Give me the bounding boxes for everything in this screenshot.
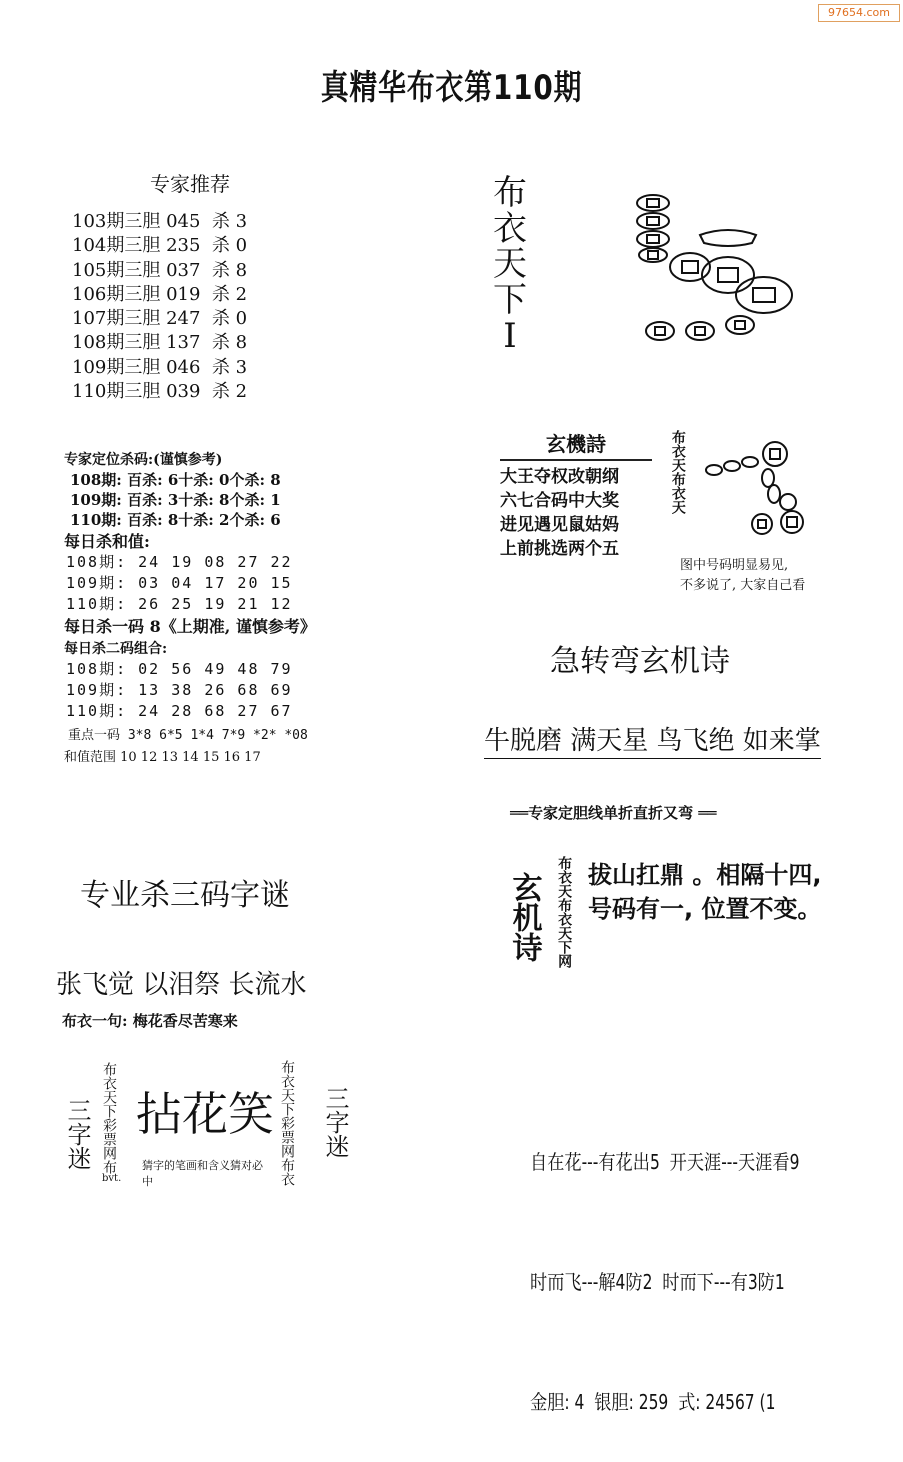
- list-item: 106期三胆 019 杀 2: [72, 283, 248, 305]
- poem-line: 拔山扛鼎 。相隔十四,: [588, 861, 822, 889]
- list-item: 109期三胆 046 杀 3: [72, 356, 248, 378]
- list-item: 108期三胆 137 杀 8: [72, 332, 248, 354]
- list-item: 103期三胆 045 杀 3: [72, 211, 248, 232]
- buyi-vertical-title: [490, 173, 530, 356]
- page-title: 真精华布衣第110期: [320, 68, 583, 108]
- note-line: 图中号码明显易见,: [680, 558, 789, 573]
- list-item: 105期三胆 037 杀 8: [72, 259, 248, 281]
- xuanji-text: [588, 858, 821, 926]
- vertical-tail: bvt.: [102, 1173, 122, 1184]
- list-item: 110期三胆 039 杀 2: [72, 381, 248, 403]
- expert-list: [72, 210, 247, 404]
- note-line: 不多说了, 大家自己看: [680, 578, 806, 593]
- list-item: 110期: 24 28 68 27 67: [66, 702, 293, 720]
- char: 天: [493, 244, 527, 285]
- riddle-label-right: 三字迷: [321, 1086, 349, 1158]
- turn-poem-title: 急转弯玄机诗: [550, 644, 730, 679]
- char: 布: [493, 173, 527, 213]
- poem-line: 进见遇见鼠姑妈: [500, 515, 619, 535]
- char: I: [503, 315, 517, 356]
- list-item: 108期: 24 19 08 27 22: [66, 553, 293, 571]
- char: 衣: [493, 208, 527, 249]
- xuanji-vertical-title: 玄机诗: [506, 872, 542, 962]
- list-item: 108期: 02 56 49 48 79: [66, 660, 293, 678]
- vertical-site-text-right2: 布衣天布衣天下网: [556, 856, 573, 968]
- expert-banner: ══专家定胆线单折直折又弯 ══: [510, 804, 717, 822]
- kill-code-block: [64, 450, 316, 768]
- riddle-line: 张飞觉 以泪祭 长流水: [56, 970, 307, 1000]
- poem-line: 六七合码中大奖: [500, 491, 619, 511]
- riddle-hint: 猜字的笔画和含义猜对必中: [142, 1159, 263, 1188]
- watermark: 97654.com: [818, 4, 900, 22]
- coins-illustration: [628, 185, 848, 355]
- three-code-title: 专业杀三码字谜: [80, 878, 290, 913]
- list-item: 107期三胆 247 杀 0: [72, 308, 248, 330]
- list-item: 110期: 百杀: 8十杀: 2个杀: 6: [70, 511, 281, 529]
- vertical-site-text-right: 布衣天下彩票网布衣: [279, 1060, 295, 1186]
- list-item: 109期: 百杀: 3十杀: 8个杀: 1: [70, 491, 281, 509]
- daily-one-code: 每日杀一码 8《上期准, 谨慎参考》: [64, 617, 316, 636]
- expert-title: 专家推荐: [150, 172, 230, 196]
- riddle-label-left: 三字迷: [63, 1098, 91, 1170]
- xuanji-poem: [500, 428, 652, 561]
- poem-line: 上前挑选两个五: [500, 539, 619, 559]
- list-item: 110期: 26 25 19 21 12: [66, 595, 293, 613]
- coin-chain-illustration: [700, 432, 820, 542]
- vertical-site-text-mid: 布衣天布衣天: [669, 430, 686, 514]
- vertical-text: 布衣天下彩票网布: [101, 1062, 117, 1174]
- poem-line: 大王夺权改朝纲: [500, 467, 619, 487]
- list-item: 109期: 03 04 17 20 15: [66, 574, 293, 592]
- key-codes: 重点一码 3*8 6*5 1*4 7*9 *2* *08: [68, 728, 308, 743]
- sum-range: 和值范围 10 12 13 14 15 16 17: [64, 750, 261, 765]
- hint-line: 时而飞---解4防2 时而下---有3防1: [530, 1270, 785, 1294]
- hint-line: 自在花---有花出5 开天涯---天涯看9: [530, 1150, 800, 1174]
- turn-poem-line: 牛脱磨 满天星 鸟飞绝 如来掌: [484, 720, 821, 759]
- daily-two-title: 每日杀二码组合:: [64, 641, 168, 657]
- daily-sum-title: 每日杀和值:: [64, 532, 150, 551]
- position-kill-title: 专家定位杀码:(谨慎参考): [64, 452, 223, 468]
- list-item: 109期: 13 38 26 68 69: [66, 681, 293, 699]
- char: 下: [493, 280, 527, 321]
- picture-note: [680, 556, 805, 596]
- riddle-word: 拈花笑: [136, 1087, 274, 1141]
- hint-line: 金胆: 4 银胆: 259 式: 24567 (1: [530, 1390, 776, 1414]
- one-sentence: 布衣一句: 梅花香尽苦寒来: [62, 1012, 238, 1030]
- list-item: 104期三胆 235 杀 0: [72, 235, 248, 257]
- poem-line: 号码有一, 位置不变。: [588, 895, 822, 923]
- xuanji-title: 玄機詩: [500, 428, 652, 461]
- list-item: 108期: 百杀: 6十杀: 0个杀: 8: [70, 471, 281, 489]
- hint-lines: [530, 1062, 799, 1462]
